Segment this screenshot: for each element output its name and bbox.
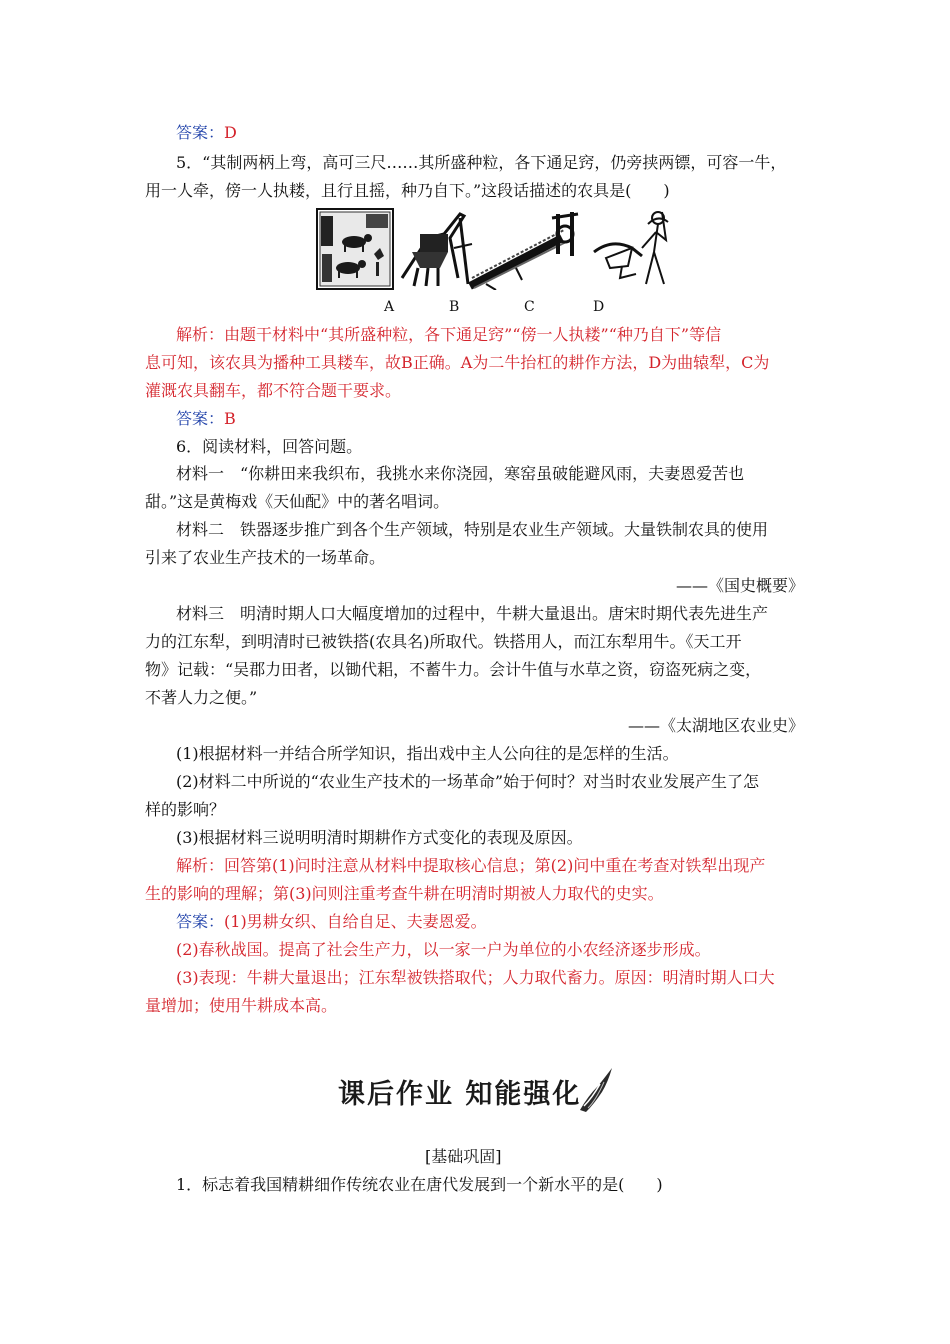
q6-analysis-line2: 生的影响的理解；第(3)问则注重考查牛耕在明清时期被人力取代的史实。 [145, 884, 664, 903]
section-label: [基础巩固] [425, 1147, 502, 1166]
figure-label-b: B [449, 299, 460, 315]
answer-value: B [224, 409, 236, 428]
q6-material3-line4: 不著人力之便。” [145, 688, 258, 707]
brush-stroke-icon [578, 1066, 614, 1116]
q6-stem: 6．阅读材料，回答问题。 [176, 437, 363, 456]
q6-material3-line1: 材料三 明清时期人口大幅度增加的过程中，牛耕大量退出。唐宋时期代表先进生产 [176, 604, 769, 623]
q5-stem-line1: 5．“其制两柄上弯，高可三尺……其所盛种粒，各下通足窍，仍旁挟两镖，可容一牛， [176, 153, 787, 172]
homework-q1-stem: 1．标志着我国精耕细作传统农业在唐代发展到一个新水平的是( ) [176, 1175, 663, 1194]
curved-shaft-plow-icon [592, 208, 676, 290]
q5-analysis-line3: 灌溉农具翻车，都不符合题干要求。 [145, 381, 402, 400]
q6-material1-line2: 甜。”这是黄梅戏《天仙配》中的著名唱词。 [145, 492, 450, 511]
q6-subquestion-1: (1)根据材料一并结合所学知识，指出戏中主人公向往的是怎样的生活。 [176, 744, 679, 763]
q5-figures [316, 208, 676, 290]
q4-answer [176, 122, 237, 144]
q6-subquestion-3: (3)根据材料三说明明清时期耕作方式变化的表现及原因。 [176, 828, 583, 847]
q5-stem-line2: 用一人牵，傍一人执耧，且行且摇，种乃自下。”这段话描述的农具是( ) [145, 181, 670, 200]
q6-answer-1 [176, 911, 487, 933]
q6-analysis-line1: 解析：回答第(1)问时注意从材料中提取核心信息；第(2)问中重在考查对铁犁出现产 [176, 856, 766, 875]
q6-material1-line1: 材料一 “你耕田来我织布，我挑水来你浇园，寒窑虽破能避风雨，夫妻恩爱苦也 [176, 464, 745, 483]
answer-label: 答案： [176, 912, 225, 931]
q6-material2-line1: 材料二 铁器逐步推广到各个生产领域，特别是农业生产领域。大量铁制农具的使用 [176, 520, 769, 539]
q6-subquestion-2-line2: 样的影响？ [145, 800, 226, 819]
answer-label: 答案： [176, 409, 225, 428]
answer-text: (1)男耕女织、自给自足、夫妻恩爱。 [224, 912, 487, 931]
q5-answer [176, 408, 236, 430]
q6-material3-line3: 物》记载：“吴郡力田者，以锄代耜，不蓄牛力。会计牛值与水草之资，窃盗死病之变， [145, 660, 762, 679]
chain-pump-fanche-icon [466, 208, 586, 290]
q6-answer-3-line2: 量增加；使用牛耕成本高。 [145, 996, 338, 1015]
figure-label-c: C [524, 299, 535, 315]
seed-drill-louche-icon [398, 208, 474, 290]
q6-answer-2: (2)春秋战国。提高了社会生产力，以一家一户为单位的小农经济逐步形成。 [176, 940, 711, 959]
banner-title: 课后作业 知能强化 [338, 1079, 582, 1110]
q6-subquestion-2-line1: (2)材料二中所说的“农业生产技术的一场革命”始于何时？对当时农业发展产生了怎 [176, 772, 760, 791]
q6-material2-line2: 引来了农业生产技术的一场革命。 [145, 548, 386, 567]
q5-analysis-line2: 息可知，该农具为播种工具耧车，故B正确。A为二牛抬杠的耕作方法，D为曲辕犁，C为 [145, 353, 770, 372]
q5-analysis-line1: 解析：由题干材料中“其所盛种粒，各下通足窍”“傍一人执耧”“种乃自下”等信 [176, 325, 722, 344]
answer-value: D [224, 123, 237, 142]
homework-banner [338, 1066, 614, 1116]
two-oxen-plowing-mural-icon [316, 208, 394, 290]
figure-label-a: A [384, 299, 395, 315]
q6-material2-source: ——《国史概要》 [675, 576, 804, 595]
q6-answer-3-line1: (3)表现：牛耕大量退出；江东犁被铁搭取代；人力取代畜力。原因：明清时期人口大 [176, 968, 775, 987]
answer-label: 答案： [176, 123, 225, 142]
q6-material3-source: ——《太湖地区农业史》 [627, 716, 804, 735]
figure-label-d: D [593, 299, 605, 315]
q6-material3-line2: 力的江东犁，到明清时已被铁搭(农具名)所取代。铁搭用人，而江东犁用牛。《天工开 [145, 632, 742, 651]
